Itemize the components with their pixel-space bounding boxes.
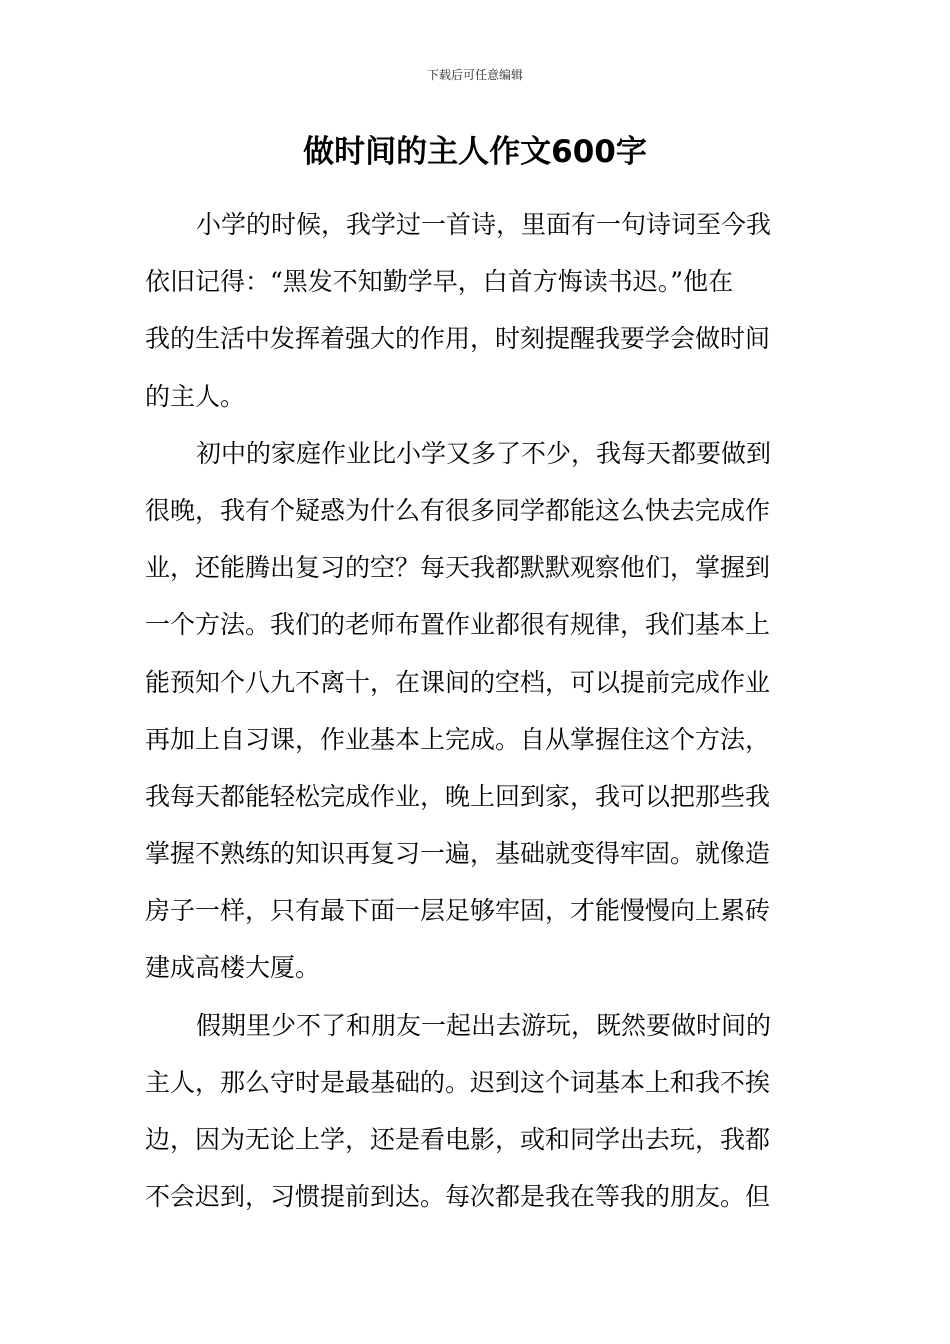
paragraph-2	[145, 425, 807, 997]
text-line: 业，还能腾出复习的空？每天我都默默观察他们，掌握到	[145, 553, 771, 583]
paragraph-3	[145, 997, 807, 1226]
text-line: 房子一样，只有最下面一层足够牢固，才能慢慢向上累砖	[145, 896, 771, 926]
text-line: 能预知个八九不离十，在课间的空档，可以提前完成作业	[145, 667, 771, 697]
text-line: 主人，那么守时是最基础的。迟到这个词基本上和我不挨	[145, 1067, 771, 1097]
text-line: 小学的时候，我学过一首诗，里面有一句诗词至今我	[196, 210, 772, 239]
document-title: 做时间的主人作文600字	[303, 134, 647, 170]
text-line: 边，因为无论上学，还是看电影，或和同学出去玩，我都	[145, 1125, 771, 1154]
text-line: 依旧记得：“黑发不知勤学早，白首方悔读书迟。”他在	[145, 267, 734, 297]
text-line: 掌握不熟练的知识再复习一遍，基础就变得牢固。就像造	[145, 839, 771, 869]
text-line: 我每天都能轻松完成作业，晚上回到家，我可以把那些我	[145, 781, 771, 811]
text-line: 我的生活中发挥着强大的作用，时刻提醒我要学会做时间	[145, 324, 771, 354]
text-line: 初中的家庭作业比小学又多了不少，我每天都要做到	[196, 438, 772, 468]
text-line: 的主人。	[145, 381, 246, 411]
header-note: 下载后可任意编辑	[426, 68, 523, 82]
text-line: 再加上自习课，作业基本上完成。自从掌握住这个方法，	[145, 724, 771, 754]
text-line: 假期里少不了和朋友一起出去游玩，既然要做时间的	[196, 1010, 772, 1040]
paragraph-1	[145, 196, 807, 425]
text-line: 很晚，我有个疑惑为什么有很多同学都能这么快去完成作	[145, 495, 771, 525]
text-line: 建成高楼大厦。	[145, 953, 321, 983]
essay-body	[145, 196, 807, 1225]
text-line: 一个方法。我们的老师布置作业都很有规律，我们基本上	[145, 610, 771, 640]
text-line: 不会迟到，习惯提前到达。每次都是我在等我的朋友。但	[145, 1182, 771, 1212]
